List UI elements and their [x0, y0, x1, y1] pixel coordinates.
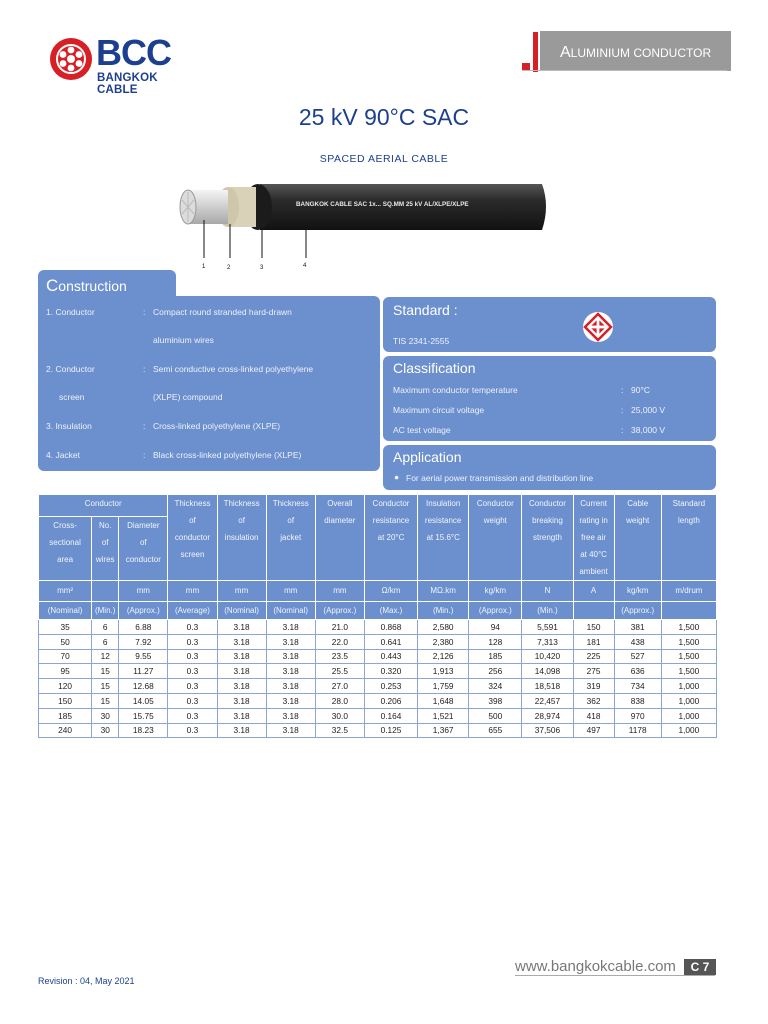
table-cell: 7.92: [119, 634, 168, 649]
standard-value: TIS 2341-2555: [393, 336, 450, 346]
table-qualifier-row: [39, 602, 717, 620]
table-cell: 25.5: [315, 664, 364, 679]
callout-4: 4: [303, 263, 307, 269]
table-cell: 3.18: [217, 634, 266, 649]
callout-1: 1: [202, 264, 206, 270]
hdr-text: weight: [483, 516, 507, 525]
qualifier-cell: (Approx.): [469, 602, 522, 620]
table-cell: 94: [469, 620, 522, 635]
table-cell: 32.5: [315, 723, 364, 738]
section-tag-text: LUMINIUM CONDUCTOR: [570, 46, 712, 60]
table-cell: 22,457: [522, 693, 573, 708]
table-cell: 14.05: [119, 693, 168, 708]
table-cell: 12: [92, 649, 119, 664]
qualifier-cell: (Nominal): [266, 602, 315, 620]
col-breaking-strength: [522, 495, 573, 581]
hdr-text: breaking: [532, 516, 563, 525]
construction-item-2-desc-cont: (XLPE) compound: [153, 392, 223, 402]
classification-value-2: 25,000 V: [631, 405, 666, 415]
hdr-text: rating in: [579, 516, 608, 525]
hdr-text: conductor: [174, 533, 211, 542]
table-cell: 28,974: [522, 708, 573, 723]
table-cell: 70: [39, 649, 92, 664]
table-row: [39, 620, 717, 635]
table-row: [39, 664, 717, 679]
construction-title-initial: C: [46, 276, 59, 295]
unit-cell: mm: [266, 581, 315, 602]
table-cell: 2,380: [418, 634, 469, 649]
hdr-text: of: [287, 516, 295, 525]
table-cell: 35: [39, 620, 92, 635]
table-cell: 95: [39, 664, 92, 679]
table-cell: 18.23: [119, 723, 168, 738]
table-cell: 3.18: [217, 649, 266, 664]
table-cell: 1,500: [661, 620, 716, 635]
hdr-text: at 20: [377, 533, 396, 542]
table-cell: 10,420: [522, 649, 573, 664]
hdr-text: wires: [95, 555, 115, 565]
table-cell: 150: [39, 693, 92, 708]
unit-cell: mm: [315, 581, 364, 602]
hdr-text: resistance: [372, 516, 410, 525]
col-current-rating: [573, 495, 614, 581]
col-insulation-resistance: [418, 495, 469, 581]
table-cell: 50: [39, 634, 92, 649]
table-cell: 7,313: [522, 634, 573, 649]
hdr-text: of: [238, 516, 245, 525]
table-cell: 256: [469, 664, 522, 679]
table-cell: 21.0: [315, 620, 364, 635]
bcc-logo-mark-icon: [50, 38, 92, 80]
table-cell: 398: [469, 693, 522, 708]
table-cell: 3.18: [266, 620, 315, 635]
specification-table: [38, 494, 717, 738]
qualifier-cell: (Min.): [418, 602, 469, 620]
hdr-text: Overall: [327, 499, 353, 508]
col-thickness-screen: [168, 495, 217, 581]
construction-item-1-desc: Compact round stranded hard-drawn: [153, 307, 292, 317]
table-cell: 30: [92, 708, 119, 723]
table-cell: 275: [573, 664, 614, 679]
callout-3: 3: [260, 265, 264, 271]
table-cell: 0.320: [364, 664, 417, 679]
hdr-text: free air: [581, 533, 607, 542]
table-cell: 0.3: [168, 723, 217, 738]
table-cell: 0.3: [168, 708, 217, 723]
table-cell: 3.18: [266, 708, 315, 723]
table-cell: 6.88: [119, 620, 168, 635]
table-header-row: [39, 495, 717, 517]
construction-title-rest: onstruction: [58, 278, 127, 294]
tag-accent-bar: [533, 32, 538, 72]
table-cell: 0.641: [364, 634, 417, 649]
unit-cell: A: [573, 581, 614, 602]
table-cell: 30: [92, 723, 119, 738]
construction-title: [46, 276, 127, 296]
conductor-group-header: [39, 495, 168, 517]
unit-cell: mm: [119, 581, 168, 602]
table-cell: 1,648: [418, 693, 469, 708]
hdr-text: Conductor: [372, 499, 410, 508]
table-cell: 3.18: [217, 664, 266, 679]
table-cell: 970: [614, 708, 661, 723]
qualifier-cell: (Max.): [364, 602, 417, 620]
unit-cell: kg/km: [469, 581, 522, 602]
hdr-text: jacket: [280, 533, 302, 542]
table-cell: 0.206: [364, 693, 417, 708]
construction-item-2-desc: Semi conductive cross-linked polyethylene: [153, 364, 314, 374]
table-cell: 527: [614, 649, 661, 664]
hdr-text: [574, 546, 614, 563]
col-conductor-resistance: [364, 495, 417, 581]
page-number: C 7: [684, 959, 716, 975]
hdr-text: Current: [580, 499, 607, 508]
unit-cell: mm: [217, 581, 266, 602]
table-cell: 1,000: [661, 708, 716, 723]
tis-mark-icon: [582, 311, 614, 343]
section-tag: [540, 31, 731, 71]
table-cell: 15.75: [119, 708, 168, 723]
hdr-text: strength: [533, 533, 562, 542]
table-cell: 362: [573, 693, 614, 708]
table-row: [39, 649, 717, 664]
construction-item-3-label: 3. Insulation: [46, 421, 92, 431]
table-cell: 11.27: [119, 664, 168, 679]
hdr-text: Conductor: [529, 499, 566, 508]
table-cell: 181: [573, 634, 614, 649]
table-cell: 3.18: [217, 679, 266, 694]
construction-item-2-label: 2. Conductor: [46, 364, 95, 374]
table-cell: 120: [39, 679, 92, 694]
table-cell: 2,580: [418, 620, 469, 635]
table-cell: 15: [92, 664, 119, 679]
table-cell: 324: [469, 679, 522, 694]
table-cell: 1,000: [661, 723, 716, 738]
page-title: 25 kV 90°C SAC: [298, 104, 470, 130]
construction-item-4-desc: Black cross-linked polyethylene (XLPE): [153, 450, 302, 460]
hdr-text: Thickness: [272, 499, 309, 508]
table-cell: 27.0: [315, 679, 364, 694]
classification-label-3: AC test voltage: [393, 425, 451, 435]
table-cell: 22.0: [315, 634, 364, 649]
table-cell: 2,126: [418, 649, 469, 664]
table-cell: 1,500: [661, 664, 716, 679]
table-cell: 0.3: [168, 679, 217, 694]
table-cell: 838: [614, 693, 661, 708]
table-cell: 0.3: [168, 620, 217, 635]
col-thickness-insulation: [217, 495, 266, 581]
table-cell: 23.5: [315, 649, 364, 664]
table-cell: 0.253: [364, 679, 417, 694]
hdr-text: Conductor: [476, 499, 514, 508]
construction-item-3-sep: :: [143, 421, 146, 431]
revision-text: Revision : 04, May 2021: [38, 976, 135, 986]
table-cell: 636: [614, 664, 661, 679]
table-cell: 1,521: [418, 708, 469, 723]
classification-title: Classification: [393, 360, 476, 376]
table-cell: 3.18: [266, 723, 315, 738]
construction-item-1-sep: :: [143, 307, 146, 317]
hdr-text: ambient: [579, 567, 608, 576]
classification-label-2: Maximum circuit voltage: [393, 405, 485, 415]
hdr-text: sectional: [49, 538, 81, 548]
table-units-row: [39, 581, 717, 602]
table-cell: 381: [614, 620, 661, 635]
hdr-text: Cross-: [53, 521, 77, 531]
table-cell: 0.3: [168, 664, 217, 679]
col-number-of-wires: [92, 517, 119, 581]
construction-item-4-label: 4. Jacket: [46, 450, 81, 460]
qualifier-cell: (Approx.): [315, 602, 364, 620]
application-title: Application: [393, 449, 462, 465]
unit-cell: kg/km: [614, 581, 661, 602]
table-cell: 185: [39, 708, 92, 723]
table-cell: 655: [469, 723, 522, 738]
table-cell: 497: [573, 723, 614, 738]
table-row: [39, 634, 717, 649]
qualifier-cell: (Nominal): [217, 602, 266, 620]
table-cell: 3.18: [217, 693, 266, 708]
hdr-text: conductor: [125, 555, 161, 565]
col-conductor-weight: [469, 495, 522, 581]
table-cell: 6: [92, 634, 119, 649]
hdr-text: Thickness: [174, 499, 211, 508]
table-cell: 3.18: [266, 664, 315, 679]
hdr-text: at 40: [580, 550, 598, 559]
table-cell: 0.125: [364, 723, 417, 738]
footer-divider: [515, 975, 715, 976]
table-cell: 225: [573, 649, 614, 664]
table-cell: 0.443: [364, 649, 417, 664]
hdr-text: of: [101, 538, 109, 548]
table-cell: 3.18: [266, 649, 315, 664]
hdr-text: weight: [626, 516, 650, 525]
table-cell: 240: [39, 723, 92, 738]
hdr-text: Thickness: [223, 499, 260, 508]
bullet-icon: ●: [394, 472, 400, 482]
tag-underline: [522, 70, 727, 71]
table-cell: 734: [614, 679, 661, 694]
bcc-logo: [50, 32, 190, 96]
hdr-text: insulation: [224, 533, 259, 542]
conductor-group-label: Conductor: [84, 499, 122, 508]
table-cell: 5,591: [522, 620, 573, 635]
table-cell: 1,367: [418, 723, 469, 738]
table-cell: 185: [469, 649, 522, 664]
table-cell: 1,500: [661, 634, 716, 649]
deg-unit: °C: [450, 533, 460, 542]
table-cell: 1178: [614, 723, 661, 738]
table-cell: 18,518: [522, 679, 573, 694]
hdr-text: area: [57, 555, 74, 565]
table-cell: 128: [469, 634, 522, 649]
table-cell: 1,759: [418, 679, 469, 694]
construction-item-1-label: 1. Conductor: [46, 307, 95, 317]
classification-sep-2: :: [621, 405, 624, 415]
table-cell: 37,506: [522, 723, 573, 738]
construction-item-3-desc: Cross-linked polyethylene (XLPE): [153, 421, 281, 431]
col-overall-diameter: [315, 495, 364, 581]
hdr-text: of: [189, 516, 196, 525]
application-text: For aerial power transmission and distribution line: [406, 473, 594, 483]
hdr-text: diameter: [324, 516, 356, 525]
hdr-text: of: [139, 538, 147, 548]
table-cell: 6: [92, 620, 119, 635]
classification-label-1: Maximum conductor temperature: [393, 385, 518, 395]
hdr-text: No.: [98, 521, 112, 531]
qualifier-cell: [661, 602, 716, 620]
col-cross-sectional-area: [39, 517, 92, 581]
col-thickness-jacket: [266, 495, 315, 581]
hdr-text: length: [677, 516, 700, 525]
classification-sep-1: :: [621, 385, 624, 395]
standard-title: Standard :: [393, 302, 458, 318]
unit-cell: Ω/km: [364, 581, 417, 602]
hdr-text: [418, 529, 468, 546]
construction-item-2-sep: :: [143, 364, 146, 374]
qualifier-cell: (Approx.): [119, 602, 168, 620]
table-cell: 0.3: [168, 693, 217, 708]
table-cell: 30.0: [315, 708, 364, 723]
construction-item-4-sep: :: [143, 450, 146, 460]
col-cable-weight: [614, 495, 661, 581]
qualifier-cell: [573, 602, 614, 620]
table-cell: 418: [573, 708, 614, 723]
classification-sep-3: :: [621, 425, 624, 435]
classification-value-3: 38,000 V: [631, 425, 666, 435]
cable-illustration: [170, 178, 550, 273]
construction-item-1-desc-cont: aluminium wires: [153, 335, 214, 345]
table-cell: 0.164: [364, 708, 417, 723]
hdr-text: screen: [180, 550, 205, 559]
cable-print-text: BANGKOK CABLE SAC 1x... SQ.MM 25 kV AL/XLPE/XLPE: [296, 201, 469, 208]
table-cell: 15: [92, 693, 119, 708]
qualifier-cell: (Min.): [92, 602, 119, 620]
deg-unit: °C: [597, 550, 607, 559]
table-cell: 1,000: [661, 679, 716, 694]
table-cell: 14,098: [522, 664, 573, 679]
hdr-text: resistance: [424, 516, 462, 525]
hdr-text: at 15.6: [426, 533, 451, 542]
construction-item-2-label-cont: screen: [59, 392, 85, 402]
deg-unit: °C: [395, 533, 405, 542]
unit-cell: N: [522, 581, 573, 602]
table-row: [39, 679, 717, 694]
hdr-text: [365, 529, 417, 546]
table-cell: 15: [92, 679, 119, 694]
table-cell: 3.18: [217, 723, 266, 738]
table-row: [39, 693, 717, 708]
qualifier-cell: (Approx.): [614, 602, 661, 620]
table-cell: 319: [573, 679, 614, 694]
table-cell: 9.55: [119, 649, 168, 664]
table-cell: 438: [614, 634, 661, 649]
table-body: [39, 620, 717, 738]
hdr-text: Standard: [672, 499, 706, 508]
hdr-text: Diameter: [127, 521, 160, 531]
hdr-text: Cable: [627, 499, 649, 508]
table-row: [39, 723, 717, 738]
unit-cell: mm: [168, 581, 217, 602]
classification-value-1: 90°C: [631, 385, 650, 395]
table-cell: 1,913: [418, 664, 469, 679]
table-cell: 1,500: [661, 649, 716, 664]
table-cell: 3.18: [217, 708, 266, 723]
table-cell: 3.18: [266, 634, 315, 649]
table-row: [39, 708, 717, 723]
table-cell: 500: [469, 708, 522, 723]
table-cell: 28.0: [315, 693, 364, 708]
section-tag-initial: A: [560, 44, 571, 61]
table-cell: 150: [573, 620, 614, 635]
hdr-text: Insulation: [426, 499, 461, 508]
table-cell: 3.18: [217, 620, 266, 635]
unit-cell: MΩ.km: [418, 581, 469, 602]
qualifier-cell: (Min.): [522, 602, 573, 620]
construction-panel: [38, 296, 380, 471]
website-url: www.bangkokcable.com: [515, 958, 676, 975]
table-cell: 3.18: [266, 693, 315, 708]
unit-cell: [92, 581, 119, 602]
table-cell: 12.68: [119, 679, 168, 694]
table-cell: 0.3: [168, 649, 217, 664]
table-cell: 3.18: [266, 679, 315, 694]
qualifier-cell: (Nominal): [39, 602, 92, 620]
table-cell: 0.868: [364, 620, 417, 635]
qualifier-cell: (Average): [168, 602, 217, 620]
logo-subtitle: BANGKOK CABLE: [97, 72, 158, 96]
table-cell: 0.3: [168, 634, 217, 649]
unit-cell: mm²: [39, 581, 92, 602]
unit-cell: m/drum: [661, 581, 716, 602]
callout-2: 2: [227, 265, 231, 271]
logo-name: BCC: [96, 32, 171, 73]
col-standard-length: [661, 495, 716, 581]
col-conductor-diameter: [119, 517, 168, 581]
table-cell: 1,000: [661, 693, 716, 708]
page-subtitle: SPACED AERIAL CABLE: [319, 153, 449, 165]
